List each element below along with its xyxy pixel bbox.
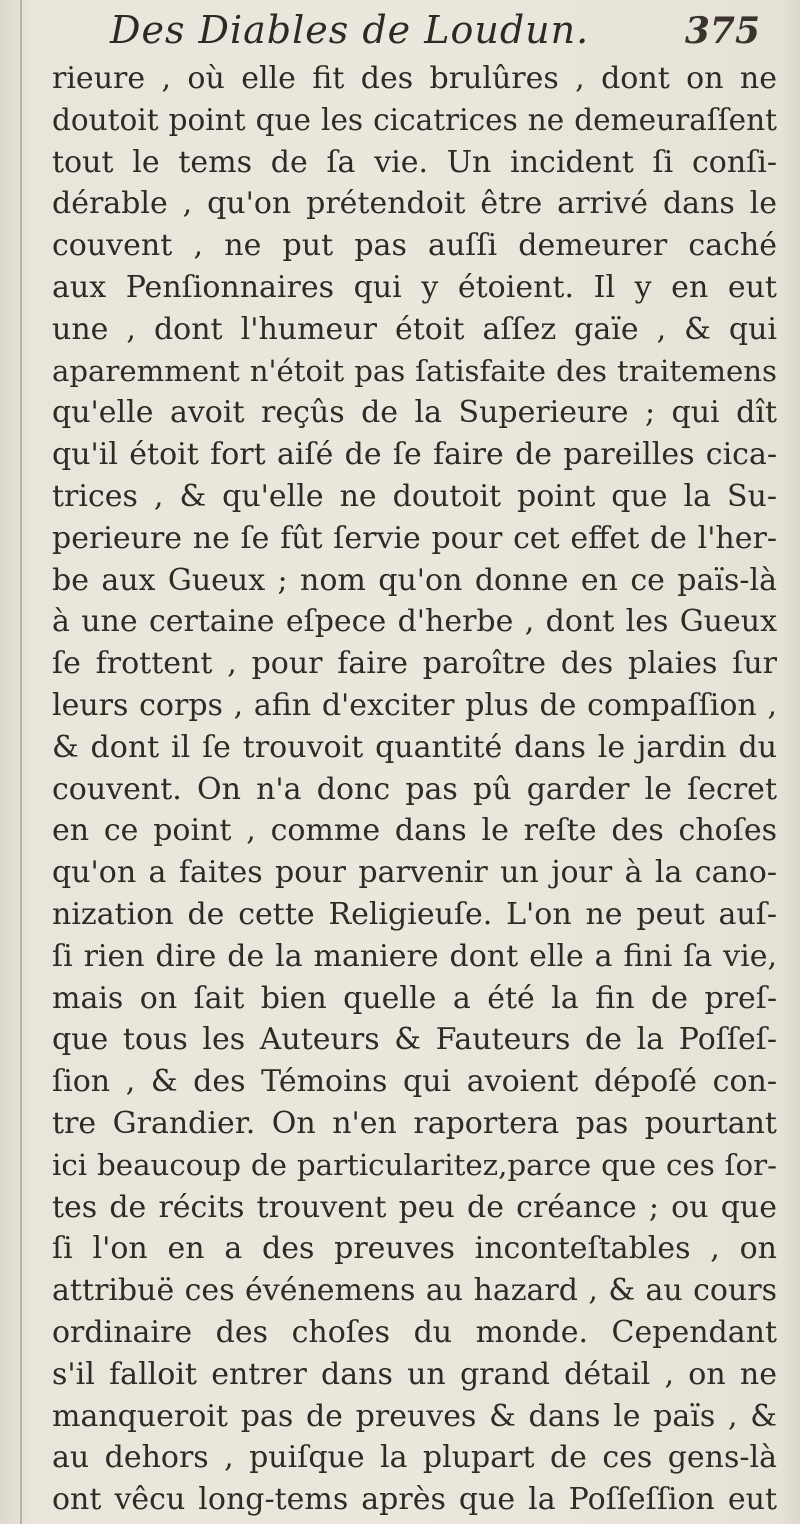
running-head bbox=[110, 8, 770, 64]
text-line: ont vêcu long-tems après que la Poſſeſſion eut bbox=[52, 1482, 777, 1518]
text-line: qu'il étoit fort aiſé de ſe faire de pareilles cica- bbox=[52, 437, 777, 473]
text-line: ordinaire des choſes du monde. Cependant bbox=[52, 1314, 777, 1350]
text-line: qu'on a faites pour parvenir un jour à la cano- bbox=[52, 855, 777, 891]
text-line: couvent. On n'a donc pas pû garder le ſecret bbox=[52, 771, 777, 807]
text-line: au dehors , puiſque la plupart de ces gens-là bbox=[52, 1440, 777, 1476]
text-line: tout le tems de ſa vie. Un incident ſi conſi- bbox=[52, 144, 777, 180]
running-title: Des Diables de Loudun. bbox=[110, 8, 590, 52]
body-text bbox=[52, 58, 777, 1521]
text-line: aux Penſionnaires qui y étoient. Il y en eut bbox=[52, 269, 777, 305]
text-line: be aux Gueux ; nom qu'on donne en ce païs-là bbox=[52, 562, 777, 598]
page-number: 375 bbox=[684, 10, 760, 52]
text-line: que tous les Auteurs & Fauteurs de la Poſſeſ- bbox=[52, 1022, 777, 1058]
text-line: une , dont l'humeur étoit aſſez gaïe , & qui bbox=[52, 311, 777, 347]
page-binding-edge bbox=[20, 0, 22, 1524]
text-line: attribuë ces événemens au hazard , & au cours bbox=[52, 1273, 777, 1309]
text-line: tes de récits trouvent peu de créance ; ou que bbox=[52, 1189, 777, 1225]
text-line: ici beaucoup de particularitez,parce que ces ſor- bbox=[52, 1147, 777, 1182]
text-line: ſi l'on en a des preuves inconteſtables , on bbox=[52, 1231, 777, 1267]
text-line: qu'elle avoit reçûs de la Superieure ; qui dît bbox=[52, 395, 777, 431]
text-line: & dont il ſe trouvoit quantité dans le jardin du bbox=[52, 729, 777, 765]
text-line: dérable , qu'on prétendoit être arrivé dans le bbox=[52, 186, 777, 222]
text-line: trices , & qu'elle ne doutoit point que la Su- bbox=[52, 478, 777, 514]
text-line: ſion , & des Témoins qui avoient dépoſé con- bbox=[52, 1064, 777, 1100]
text-line: couvent , ne put pas auſſi demeurer caché bbox=[52, 228, 777, 264]
text-line: tre Grandier. On n'en raportera pas pourtant bbox=[52, 1105, 777, 1141]
text-line: à une certaine eſpece d'herbe , dont les Gueux bbox=[52, 604, 777, 640]
text-line: aparemment n'étoit pas ſatisfaite des traitemens bbox=[52, 353, 777, 388]
text-line: s'il falloit entrer dans un grand détail , on ne bbox=[52, 1356, 777, 1392]
text-line: leurs corps , afin d'exciter plus de compaſſion , bbox=[52, 687, 777, 723]
text-line: ſe frottent , pour faire paroître des plaies ſur bbox=[52, 646, 777, 682]
text-line: mais on ſait bien quelle a été la fin de preſ- bbox=[52, 980, 777, 1016]
text-line: nization de cette Religieuſe. L'on ne peut auſ- bbox=[52, 896, 777, 932]
text-line: en ce point , comme dans le reſte des choſes bbox=[52, 813, 777, 849]
text-line: manqueroit pas de preuves & dans le païs , & bbox=[52, 1398, 777, 1434]
text-line: perieure ne ſe fût ſervie pour cet effet de l'her- bbox=[52, 520, 777, 556]
text-line: doutoit point que les cicatrices ne demeuraſſent bbox=[52, 102, 777, 137]
text-line: rieure , où elle fit des brulûres , dont on ne bbox=[52, 61, 777, 96]
text-line: ſi rien dire de la maniere dont elle a fini ſa vie, bbox=[52, 938, 777, 974]
